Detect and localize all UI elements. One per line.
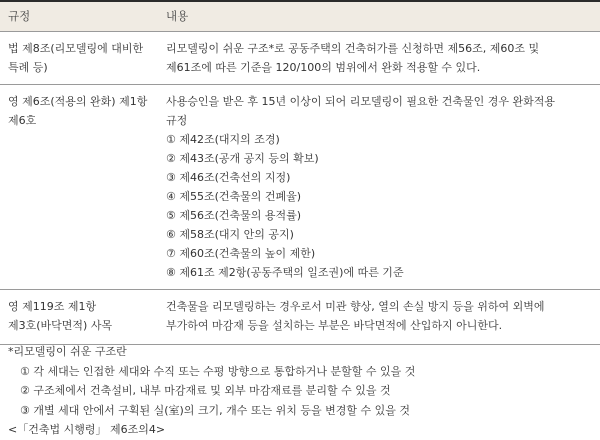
content-cell — [152, 31, 600, 84]
content-line: 규정 — [166, 113, 188, 127]
regulation-line: 법 제8조(리모델링에 대비한 — [8, 41, 144, 55]
content-line: 건축물을 리모델링하는 경우로서 미관 향상, 열의 손실 방지 등을 위하여 외벽에 — [166, 299, 545, 313]
header-regulation: 규정 — [0, 1, 152, 31]
list-item: ⑤ 제56조(건축물의 용적률) — [166, 208, 302, 222]
list-item: ② 제43조(공개 공지 등의 확보) — [166, 151, 319, 165]
content-cell — [152, 84, 600, 289]
list-item: ④ 제55조(건축물의 건폐율) — [166, 189, 302, 203]
header-content: 내용 — [152, 1, 600, 31]
footnote-source: <「건축법 시행령」 제6조의4> — [8, 423, 166, 436]
list-item: ⑥ 제58조(대지 안의 공지) — [166, 227, 294, 241]
list-item: ⑦ 제60조(건축물의 높이 제한) — [166, 246, 316, 260]
footnote-item: ① 각 세대는 인접한 세대와 수직 또는 수평 방향으로 통합하거나 분할할 수 있을 것 — [20, 364, 416, 378]
table-row — [0, 31, 600, 84]
footnote — [8, 342, 592, 440]
regulation-line: 특례 등) — [8, 60, 48, 74]
regulation-cell — [0, 31, 152, 84]
list-item: ⑧ 제61조 제2항(공동주택의 일조권)에 따른 기준 — [166, 265, 404, 279]
table-header-row — [0, 1, 600, 31]
content-line: 리모델링이 쉬운 구조*로 공동주택의 건축허가를 신청하면 제56조, 제60조 및 — [166, 41, 540, 55]
list-item: ③ 제46조(건축선의 지정) — [166, 170, 291, 184]
regulation-cell — [0, 289, 152, 344]
regulation-cell — [0, 84, 152, 289]
content-line: 제61조에 따른 기준을 120/100의 범위에서 완화 적용할 수 있다. — [166, 60, 481, 74]
table-row — [0, 289, 600, 344]
content-cell — [152, 289, 600, 344]
regulation-line: 영 제6조(적용의 완화) 제1항 — [8, 94, 148, 108]
regulation-line: 제3호(바닥면적) 사목 — [8, 318, 113, 332]
content-line: 사용승인을 받은 후 15년 이상이 되어 리모델링이 필요한 건축물인 경우 완화적용 — [166, 94, 555, 108]
table-row — [0, 84, 600, 289]
list-item: ① 제42조(대지의 조경) — [166, 132, 280, 146]
footnote-item: ② 구조체에서 건축설비, 내부 마감재료 및 외부 마감재료를 분리할 수 있을 것 — [20, 384, 391, 397]
regulation-line: 제6호 — [8, 113, 37, 127]
content-line: 부가하여 마감재 등을 설치하는 부분은 바닥면적에 산입하지 아니한다. — [166, 318, 503, 332]
regulation-line: 영 제119조 제1항 — [8, 299, 97, 313]
footnote-item: ③ 개별 세대 안에서 구획된 실(室)의 크기, 개수 또는 위치 등을 변경할 수 있을 것 — [20, 403, 411, 417]
footnote-title: *리모델링이 쉬운 구조란 — [8, 345, 127, 358]
